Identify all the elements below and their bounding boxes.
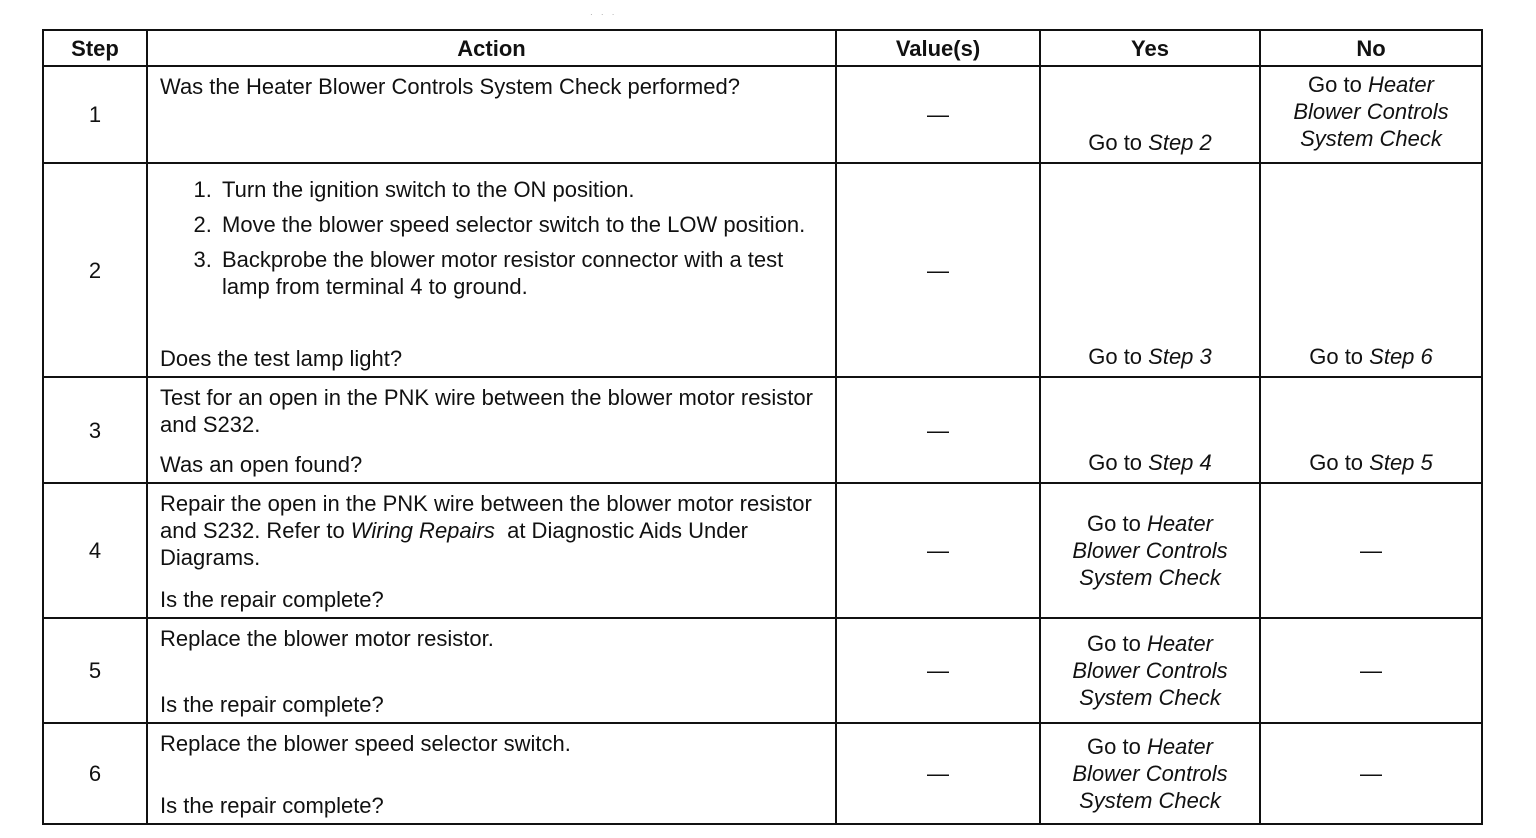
header-yes: Yes — [1040, 30, 1260, 66]
table-row — [43, 377, 1482, 483]
no-target-line-1: Heater — [1367, 72, 1434, 97]
yes-prefix: Go to — [1088, 344, 1149, 369]
action-cell — [147, 377, 836, 483]
scan-specks: · · · — [590, 10, 618, 19]
yes-target-line-1: Heater — [1146, 631, 1213, 656]
action-steps-list — [160, 176, 825, 300]
action-question: Is the repair complete? — [160, 587, 384, 612]
list-item: 3. Backprobe the blower motor resistor connector with a test lamp from terminal 4 to ground. — [218, 246, 825, 300]
value-cell: — — [836, 377, 1040, 483]
list-item: 1. Turn the ignition switch to the ON position. — [218, 176, 825, 203]
no-prefix: Go to — [1308, 72, 1368, 97]
header-values: Value(s) — [836, 30, 1040, 66]
yes-target-line-3: System Check — [1079, 788, 1221, 813]
header-action: Action — [147, 30, 836, 66]
table-row — [43, 66, 1482, 163]
no-prefix: Go to — [1309, 344, 1370, 369]
value-cell: — — [836, 163, 1040, 377]
action-cell — [147, 723, 836, 824]
no-cell — [1260, 163, 1482, 377]
no-target: Step 6 — [1369, 344, 1433, 369]
no-cell: — — [1260, 723, 1482, 824]
header-step: Step — [43, 30, 147, 66]
action-text: Was the Heater Blower Controls System Check performed? — [160, 74, 740, 99]
value-cell: — — [836, 618, 1040, 723]
action-text — [160, 490, 825, 571]
yes-cell — [1040, 618, 1260, 723]
yes-prefix: Go to — [1087, 734, 1147, 759]
step-number: 3 — [43, 377, 147, 483]
action-cell — [147, 483, 836, 618]
action-text: Replace the blower motor resistor. — [160, 626, 494, 651]
yes-cell — [1040, 163, 1260, 377]
yes-target-line-1: Heater — [1146, 511, 1213, 536]
yes-target-line-3: System Check — [1079, 685, 1221, 710]
list-item: 2. Move the blower speed selector switch to the LOW position. — [218, 211, 825, 238]
action-cell — [147, 66, 836, 163]
diagnostic-table — [42, 29, 1483, 825]
no-prefix: Go to — [1309, 450, 1370, 475]
value-cell: — — [836, 483, 1040, 618]
value-cell: — — [836, 723, 1040, 824]
table-row — [43, 618, 1482, 723]
action-question: Was an open found? — [160, 452, 363, 477]
action-text: Test for an open in the PNK wire between the blower motor resistor and S232. — [160, 385, 813, 437]
no-cell — [1260, 377, 1482, 483]
step-number: 1 — [43, 66, 147, 163]
action-cell — [147, 163, 836, 377]
table-row — [43, 483, 1482, 618]
wiring-repairs-reference: Wiring Repairs — [350, 518, 495, 543]
no-target: Step 5 — [1369, 450, 1433, 475]
header-no: No — [1260, 30, 1482, 66]
yes-target-line-2: Blower Controls — [1072, 538, 1228, 563]
yes-target-line-1: Heater — [1146, 734, 1213, 759]
action-question: Does the test lamp light? — [160, 346, 403, 371]
step-number: 5 — [43, 618, 147, 723]
action-cell — [147, 618, 836, 723]
value-cell: — — [836, 66, 1040, 163]
yes-target: Step 3 — [1148, 344, 1212, 369]
yes-cell — [1040, 483, 1260, 618]
yes-cell — [1040, 66, 1260, 163]
action-question: Is the repair complete? — [160, 793, 384, 818]
yes-cell — [1040, 723, 1260, 824]
action-text-part-2: at Diagnostic Aids Under Diagrams. — [160, 518, 755, 570]
header-row — [43, 30, 1482, 66]
no-cell: — — [1260, 483, 1482, 618]
table-row — [43, 163, 1482, 377]
yes-prefix: Go to — [1088, 130, 1149, 155]
step-number: 6 — [43, 723, 147, 824]
yes-target: Step 2 — [1148, 130, 1212, 155]
no-target-line-3: System Check — [1300, 126, 1442, 151]
action-question: Is the repair complete? — [160, 692, 384, 717]
yes-target-line-2: Blower Controls — [1072, 658, 1228, 683]
yes-prefix: Go to — [1087, 631, 1147, 656]
no-cell: — — [1260, 618, 1482, 723]
yes-target-line-2: Blower Controls — [1072, 761, 1228, 786]
step-number: 2 — [43, 163, 147, 377]
yes-target-line-3: System Check — [1079, 565, 1221, 590]
table-row — [43, 723, 1482, 824]
action-text: Replace the blower speed selector switch. — [160, 731, 571, 756]
action-text-part-1: Repair the open in the PNK wire between the blower motor resistor and S232. Refer to — [160, 491, 812, 543]
yes-cell — [1040, 377, 1260, 483]
no-cell — [1260, 66, 1482, 163]
step-number: 4 — [43, 483, 147, 618]
yes-prefix: Go to — [1087, 511, 1147, 536]
yes-prefix: Go to — [1088, 450, 1149, 475]
yes-target: Step 4 — [1148, 450, 1212, 475]
no-target-line-2: Blower Controls — [1293, 99, 1449, 124]
